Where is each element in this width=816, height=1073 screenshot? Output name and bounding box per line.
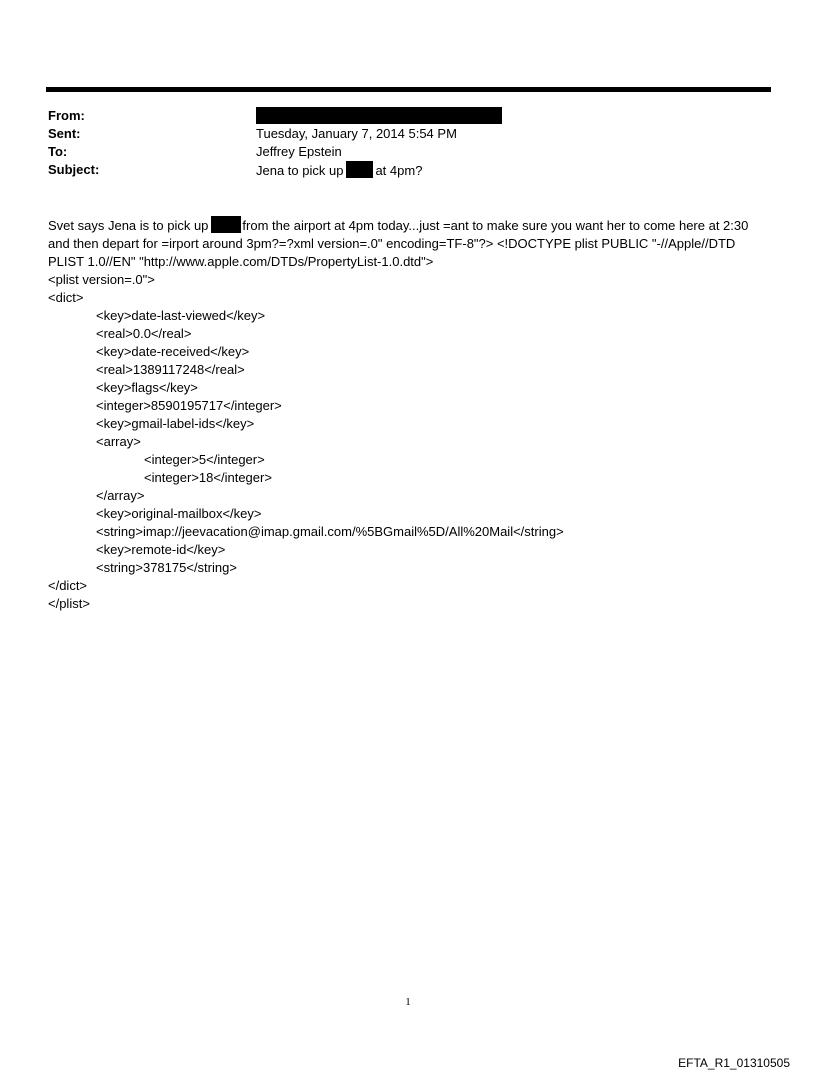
plist-line: <key>remote-id</key> xyxy=(96,542,226,557)
redaction-block xyxy=(256,107,502,124)
to-row xyxy=(48,143,748,161)
plist-line: <key>date-received</key> xyxy=(96,344,250,359)
redaction-block xyxy=(346,161,373,178)
body-text-rest: from the airport at 4pm today...just =ant to make sure you want her to come here at 2:30 and then depart for =irport around 3pm?=?xml version=.0" encoding=TF-8"?> <!DOCTYPE plist PUBLIC "-//Apple//DTD PLIST 1.0//EN" "http://www.apple.com/DTDs/PropertyList-1.0.dtd"> xyxy=(48,218,749,269)
plist-line: <integer>5</integer> xyxy=(144,452,265,467)
plist-line: <key>date-last-viewed</key> xyxy=(96,308,266,323)
sent-label: Sent: xyxy=(48,126,81,141)
subject-label: Subject: xyxy=(48,162,100,177)
email-header xyxy=(48,107,748,179)
header-rule xyxy=(46,87,771,92)
plist-line: <plist version=.0"> xyxy=(48,272,155,287)
sent-row xyxy=(48,125,748,143)
plist-line: <key>flags</key> xyxy=(96,380,198,395)
from-label: From: xyxy=(48,108,85,123)
document-id: EFTA_R1_01310505 xyxy=(678,1056,790,1070)
subject-text-end: at 4pm? xyxy=(375,163,423,178)
plist-line: </array> xyxy=(96,488,145,503)
from-row xyxy=(48,107,748,125)
subject-row xyxy=(48,161,748,179)
page-number: 1 xyxy=(405,996,411,1008)
plist-line: <key>gmail-label-ids</key> xyxy=(96,416,255,431)
plist-line: <integer>8590195717</integer> xyxy=(96,398,282,413)
body-paragraph xyxy=(48,216,763,271)
subject-value xyxy=(256,161,422,180)
plist-line: <real>1389117248</real> xyxy=(96,362,245,377)
redaction-block xyxy=(211,216,241,233)
plist-line: </dict> xyxy=(48,578,88,593)
sent-value: Tuesday, January 7, 2014 5:54 PM xyxy=(256,126,457,141)
from-value xyxy=(256,107,502,126)
plist-line: <string>378175</string> xyxy=(96,560,237,575)
subject-text-start: Jena to pick up xyxy=(256,163,344,178)
plist-line: <string>imap://jeevacation@imap.gmail.com/%5BGmail%5D/All%20Mail</string> xyxy=(96,524,564,539)
plist-line: <integer>18</integer> xyxy=(144,470,272,485)
to-value: Jeffrey Epstein xyxy=(256,144,342,159)
plist-line: <real>0.0</real> xyxy=(96,326,192,341)
plist-line: <key>original-mailbox</key> xyxy=(96,506,262,521)
plist-line: </plist> xyxy=(48,596,90,611)
to-label: To: xyxy=(48,144,68,159)
plist-line: <array> xyxy=(96,434,141,449)
body-text-start: Svet says Jena is to pick up xyxy=(48,218,209,233)
email-body xyxy=(48,216,763,613)
plist-line: <dict> xyxy=(48,290,84,305)
